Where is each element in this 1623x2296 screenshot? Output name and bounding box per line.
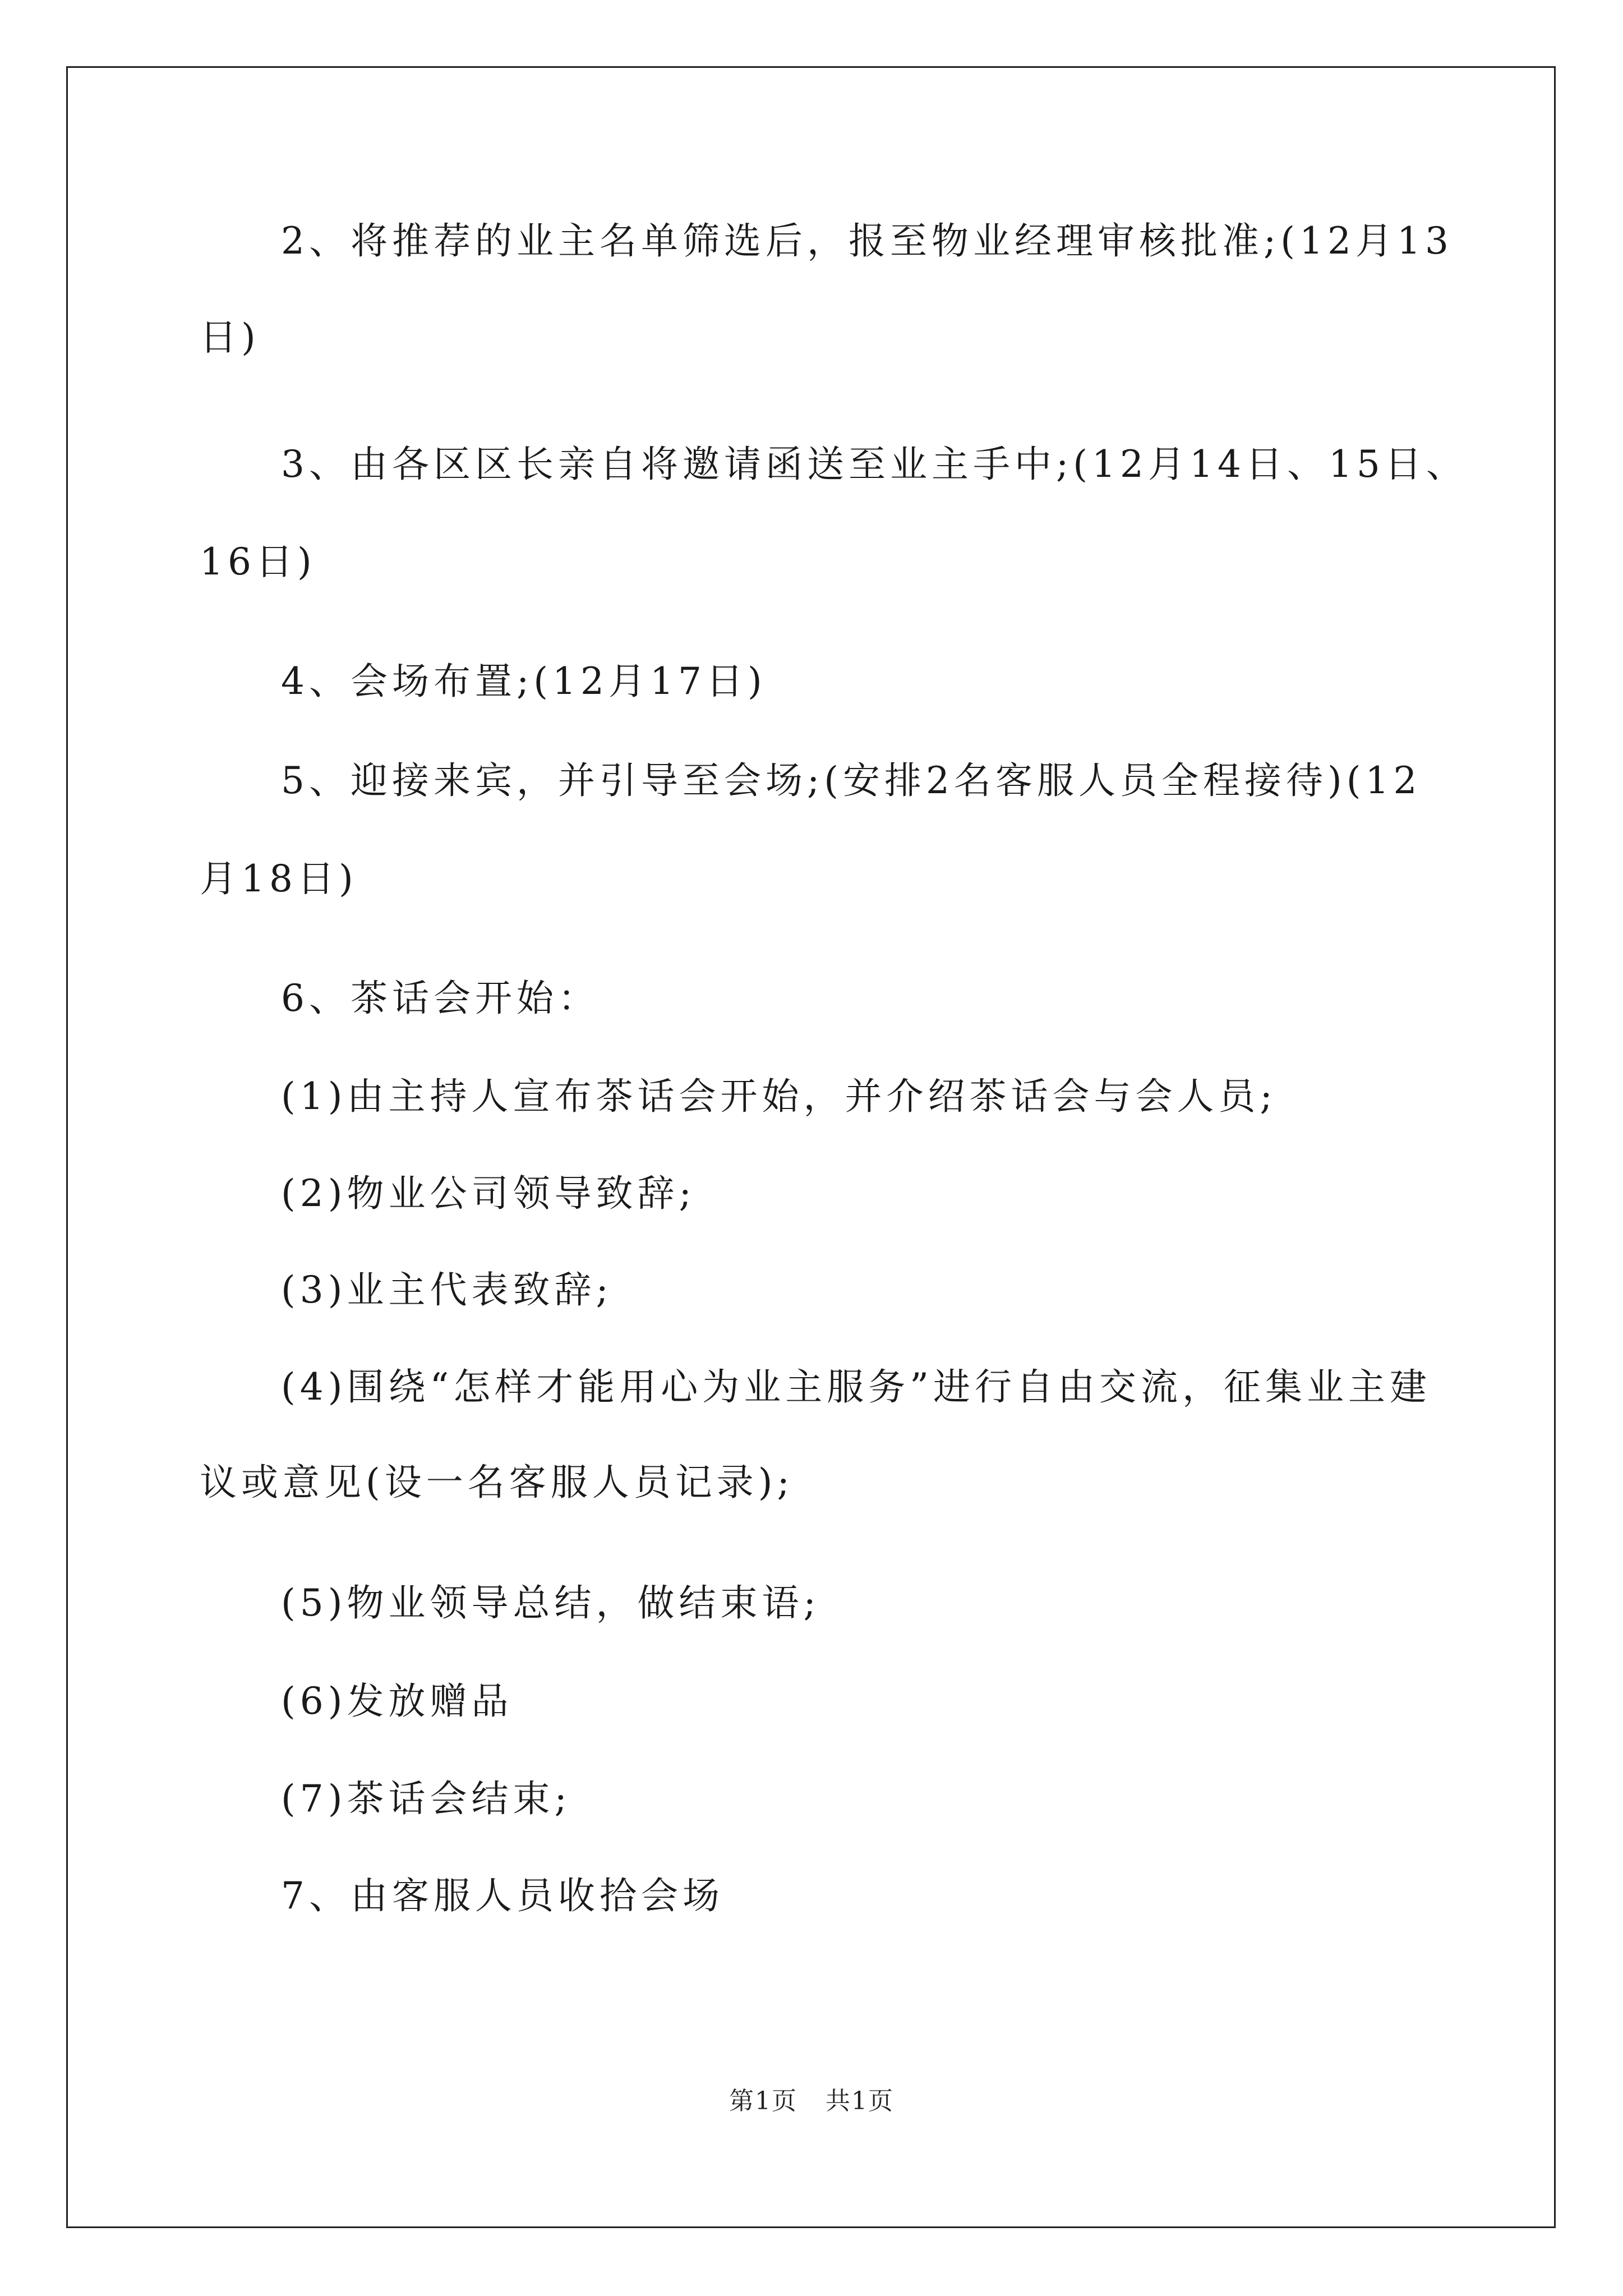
paragraph-line: (5)物业领导总结，做结束语; [281,1581,820,1625]
paragraph-line: 3、由各区区长亲自将邀请函送至业主手中;(12月14日、15日、 [281,443,1468,486]
paragraph-line: 7、由客服人员收拾会场 [281,1874,724,1917]
paragraph-line: 16日) [200,540,316,583]
paragraph-line: (4)围绕“怎样才能用心为业主服务”进行自由交流，征集业主建 [281,1365,1431,1409]
paragraph-line: (1)由主持人宣布茶话会开始，并介绍茶话会与会人员; [281,1075,1277,1118]
paragraph-line: 5、迎接来宾，并引导至会场;(安排2名客服人员全程接待)(12 [281,759,1422,802]
paragraph-line: (2)物业公司领导致辞; [281,1172,696,1215]
paragraph-line: 2、将推荐的业主名单筛选后，报至物业经理审核批准;(12月13 [281,219,1453,263]
paragraph-line: 议或意见(设一名客服人员记录); [200,1461,794,1504]
paragraph-line: 6、茶话会开始： [281,977,600,1020]
paragraph-line: 4、会场布置;(12月17日) [281,660,767,703]
page-number-total: 共1页 [826,2087,894,2115]
paragraph-line: 日) [200,316,260,359]
page-number-current: 第1页 [729,2087,797,2115]
paragraph-line: (3)业主代表致辞; [281,1268,613,1312]
paragraph-line: (6)发放赠品 [281,1680,513,1723]
paragraph-line: 月18日) [200,857,358,900]
page-footer [0,2086,1623,2117]
paragraph-line: (7)茶话会结束; [281,1777,571,1820]
